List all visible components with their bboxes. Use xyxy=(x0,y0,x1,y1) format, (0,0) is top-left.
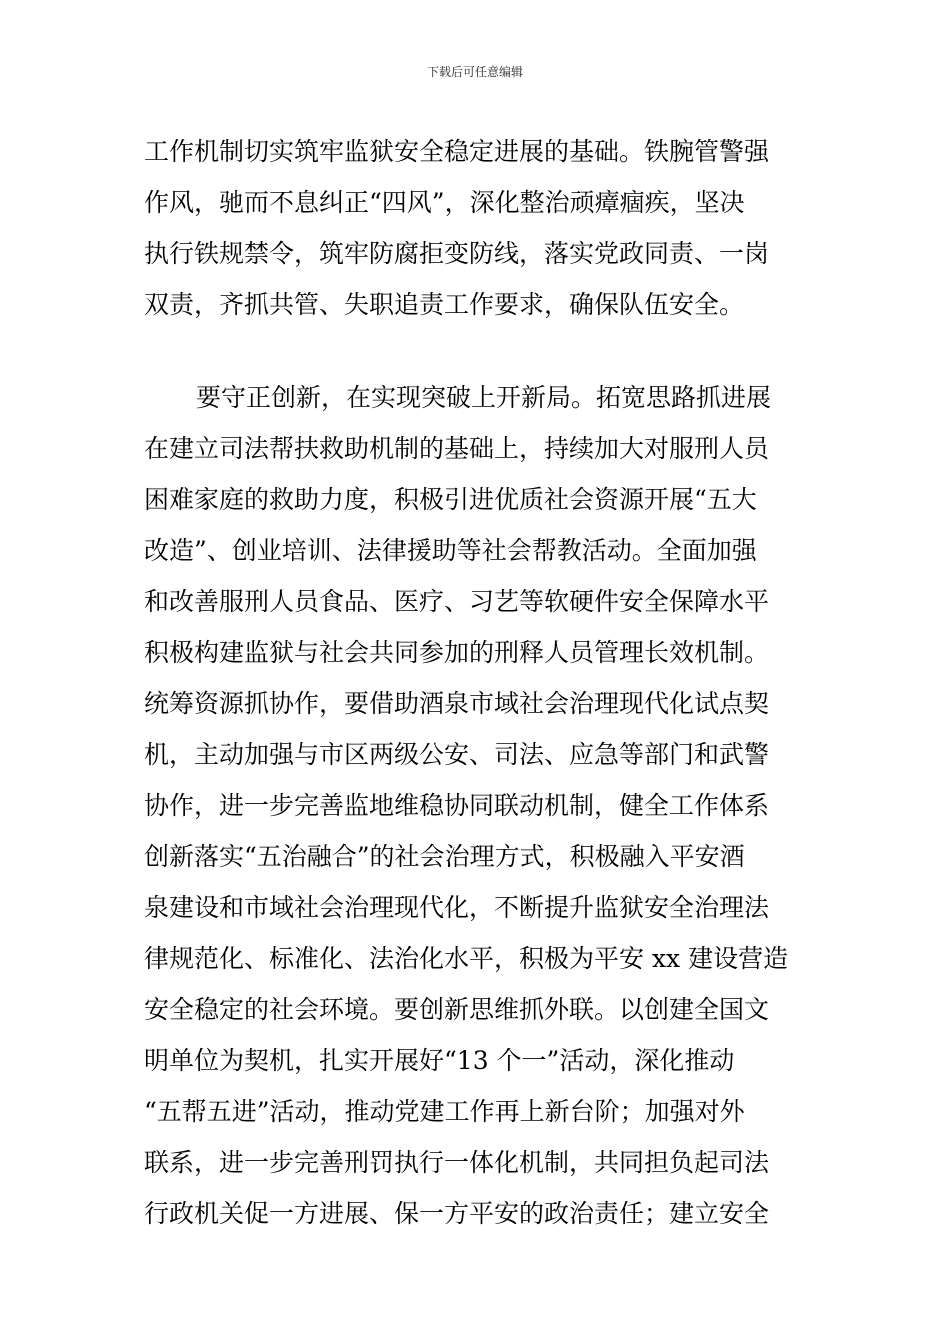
text-line: 安全稳定的社会环境。要创新思维抓外联。以创建全国文 xyxy=(144,995,770,1024)
text-line: “五帮五进”活动，推动党建工作再上新台阶；加强对外 xyxy=(144,1097,745,1126)
text-line: 在建立司法帮扶救助机制的基础上，持续加大对服刑人员 xyxy=(144,434,770,463)
text-line: 明单位为契机，扎实开展好“13 个一”活动，深化推动 xyxy=(144,1046,735,1075)
text-line: 作风，驰而不息纠正“四风”，深化整治顽瘴痼疾，坚决 xyxy=(144,188,745,217)
page-header-note: 下载后可任意编辑 xyxy=(426,65,523,79)
paragraph-1 xyxy=(144,126,808,330)
text-line: 创新落实“五治融合”的社会治理方式，积极融入平安酒 xyxy=(144,842,745,871)
text-line: 行政机关促一方进展、保一方平安的政治责任；建立安全 xyxy=(144,1199,770,1228)
text-line: 积极构建监狱与社会共同参加的刑释人员管理长效机制。 xyxy=(144,638,770,667)
text-line: 双责，齐抓共管、失职追责工作要求，确保队伍安全。 xyxy=(144,290,745,319)
text-line: 协作，进一步完善监地维稳协同联动机制，健全工作体系 xyxy=(144,791,770,820)
text-line: 机，主动加强与市区两级公安、司法、应急等部门和武警 xyxy=(144,740,770,769)
text-line: 泉建设和市域社会治理现代化，不断提升监狱安全治理法 xyxy=(144,893,770,922)
text-line: 统筹资源抓协作，要借助酒泉市域社会治理现代化试点契 xyxy=(144,689,770,718)
text-line: 执行铁规禁令，筑牢防腐拒变防线，落实党政同责、一岗 xyxy=(144,239,770,268)
text-line: 和改善服刑人员食品、医疗、习艺等软硬件安全保障水平 xyxy=(144,587,770,616)
text-line: 工作机制切实筑牢监狱安全稳定进展的基础。铁腕管警强 xyxy=(144,137,770,166)
text-line: 困难家庭的救助力度，积极引进优质社会资源开展“五大 xyxy=(144,485,757,514)
text-line: 律规范化、标准化、法治化水平，积极为平安 xx 建设营造 xyxy=(144,944,789,973)
paragraph-2 xyxy=(144,372,808,1239)
text-line: 要守正创新，在实现突破上开新局。拓宽思路抓进展 xyxy=(196,383,772,412)
text-line: 改造”、创业培训、法律援助等社会帮教活动。全面加强 xyxy=(144,536,757,565)
text-line: 联系，进一步完善刑罚执行一体化机制，共同担负起司法 xyxy=(144,1148,770,1177)
